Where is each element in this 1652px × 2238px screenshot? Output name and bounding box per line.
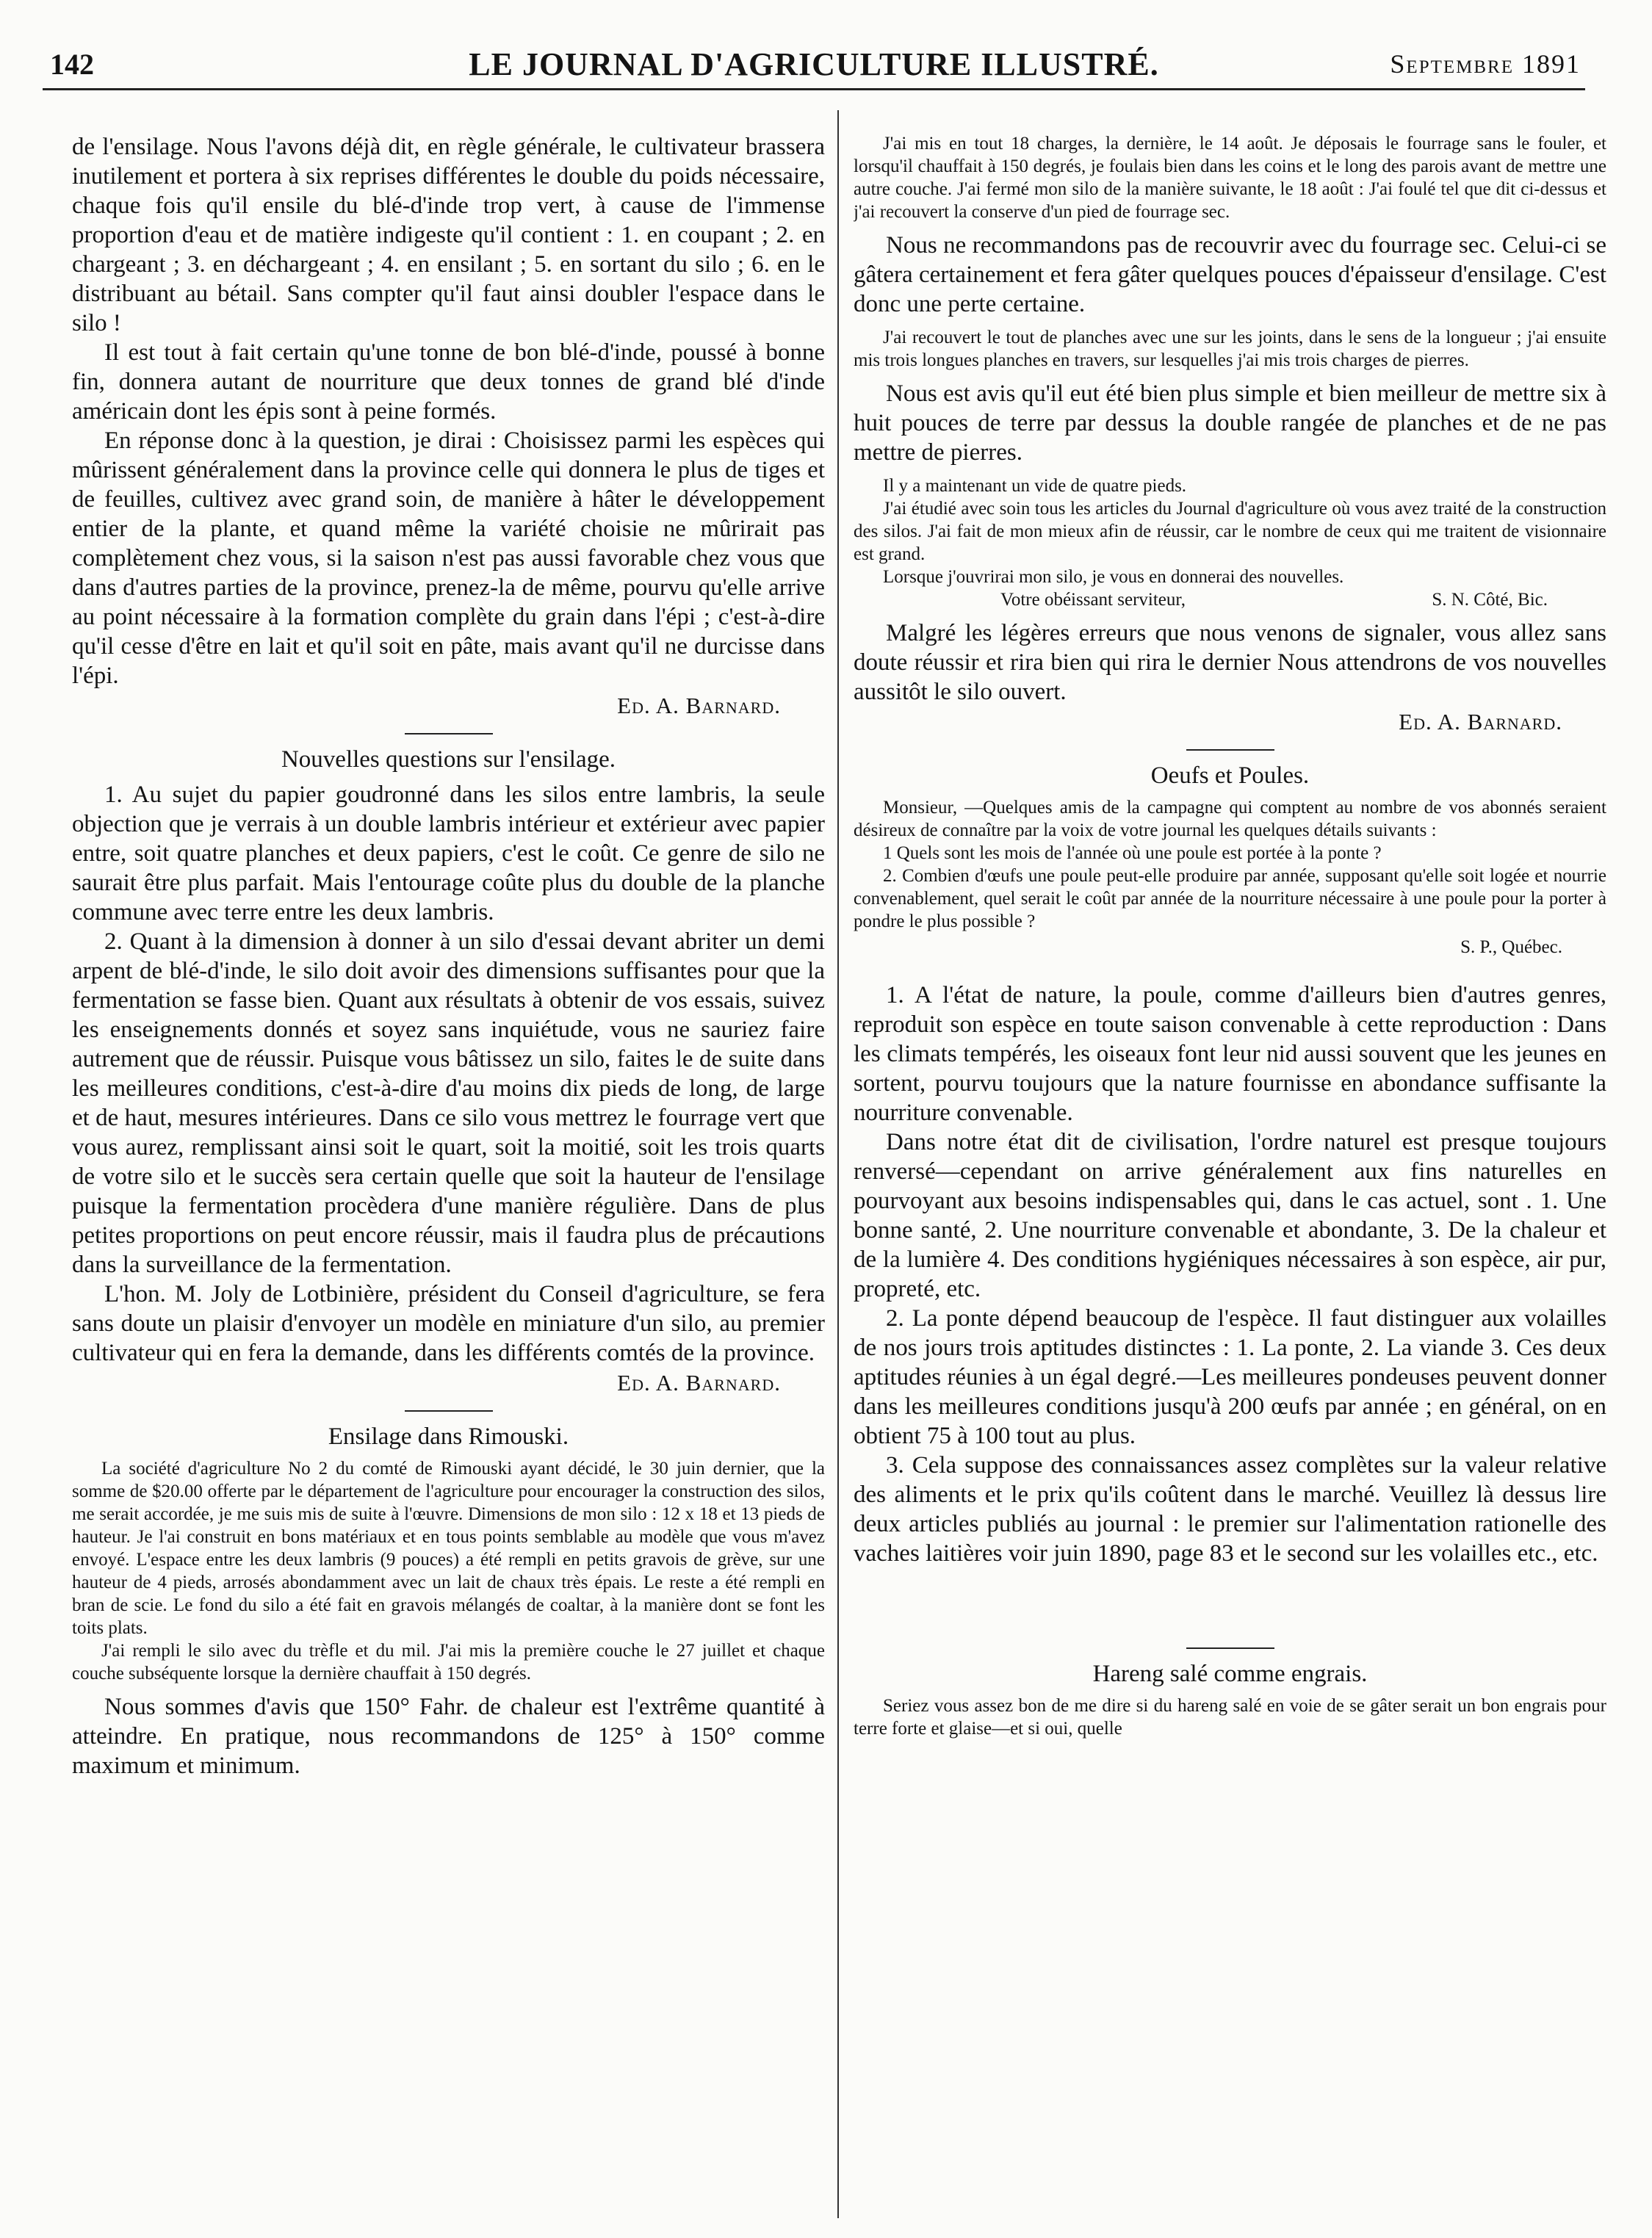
section-separator [405, 733, 493, 734]
signature: Ed. A. Barnard. [617, 1370, 781, 1396]
signature: Ed. A. Barnard. [1399, 709, 1562, 734]
letter-paragraph: J'ai étudié avec soin tous les articles du Journal d'agriculture où vous avez traité de la construction des silos. J'ai fait de mon mieux afin de réussir, car le nombre de ceux qui me traitent de visionnaire est grand. [854, 499, 1606, 564]
paragraph: de l'ensilage. Nous l'avons déjà dit, en règle générale, le cultivateur brassera inutilement et portera à six reprises différentes le double du poids nécessaire, chaque fois qu'il ensile du blé-d'inde trop vert, à cause de l'immense proportion d'eau et de matière indigeste qu'il contient : 1. en coupant ; 2. en chargeant ; 3. en déchargeant ; 4. en ensilant ; 5. en sortant du silo ; 6. en le distribuant au bétail. Sans compter qu'il faut ainsi doubler l'espace dans le silo ! [72, 134, 825, 336]
journal-title: LE JOURNAL D'AGRICULTURE ILLUSTRÉ. [469, 46, 1159, 82]
letter-paragraph: J'ai mis en tout 18 charges, la dernière, le 14 août. Je déposais le fourrage sans le fouler, et lorsqu'il chauffait à 150 degrés, je foulais bien dans les coins et le long des parois avant de mettre une autre couche. J'ai fermé mon silo de la manière suivante, le 18 août : J'ai foulé tel que dit ci-dessus et j'ai recouvert la conserve d'un pied de fourrage sec. [854, 134, 1606, 222]
left-column [72, 132, 825, 2218]
letter-author: S. N. Côté, Bic. [1432, 590, 1548, 610]
letter-paragraph: Il y a maintenant un vide de quatre pieds. [883, 476, 1187, 496]
section-title: Ensilage dans Rimouski. [328, 1423, 569, 1450]
paragraph: 3. Cela suppose des connaissances assez complètes sur la valeur relative des aliments et le prix qu'ils coûtent dans le marché. Veuillez là dessus lire deux articles publiés au journal : le premier sur l'alimentation rationelle des vaches laitières voir juin 1890, page 83 et le second sur les volailles etc., etc. [854, 1452, 1606, 1567]
page-header [43, 44, 1585, 90]
column-divider [837, 110, 839, 2218]
right-column [854, 132, 1606, 2218]
letter-paragraph: 2. Combien d'œufs une poule peut-elle produire par année, supposant qu'elle soit logée et nourrie convenablement, quel serait le coût par année de la nourriture nécessaire à une poule pour la porter à pondre le plus possible ? [854, 866, 1606, 931]
letter-paragraph: J'ai rempli le silo avec du trèfle et du mil. J'ai mis la première couche le 27 juillet et chaque couche subséquente lorsque la dernière chauffait à 150 degrés. [72, 1641, 825, 1683]
letter-paragraph: 1 Quels sont les mois de l'année où une poule est portée à la ponte ? [883, 843, 1382, 863]
section-separator [1186, 749, 1274, 751]
letter-paragraph: Monsieur, —Quelques amis de la campagne qui comptent au nombre de vos abonnés seraient désireux de connaître par la voix de votre journal les quelques détails suivants : [854, 798, 1606, 840]
closing-formula: Votre obéissant serviteur, [1000, 590, 1186, 610]
section-title: Hareng salé comme engrais. [1092, 1661, 1368, 1687]
paragraph: 1. A l'état de nature, la poule, comme d'ailleurs bien d'autres genres, reproduit son espèce en toute saison convenable à cette reproduction : Dans les climats tempérés, les oiseaux font leur nid aussi souvent que les jeunes en sortent, pourvu toujours que la nature fournisse en abondance suffisante la nourriture convenable. [854, 982, 1606, 1126]
section-title: Nouvelles questions sur l'ensilage. [281, 746, 616, 773]
issue-date: Septembre 1891 [1390, 49, 1581, 79]
paragraph: Nous sommes d'avis que 150° Fahr. de chaleur est l'extrême quantité à atteindre. En pratique, nous recommandons de 125° à 150° comme maximum et minimum. [72, 1694, 825, 1779]
paragraph: Malgré les légères erreurs que nous venons de signaler, vous allez sans doute réussir et rira bien qui rira le dernier Nous attendrons de vos nouvelles aussitôt le silo ouvert. [854, 620, 1606, 705]
letter-paragraph: Seriez vous assez bon de me dire si du hareng salé en voie de se gâter serait un bon engrais pour terre forte et glaise—et si oui, quelle [854, 1696, 1606, 1739]
section-title: Oeufs et Poules. [1150, 762, 1310, 789]
page-number: 142 [50, 48, 94, 81]
paragraph: En réponse donc à la question, je dirai : Choisissez parmi les espèces qui mûrissent généralement dans la province celle qui donnera le plus de tiges et de feuilles, cultivez avec grand soin, de manière à hâter le développement entier de la plante, et quand même la variété choisie ne mûrirait pas complètement chez vous, si la saison n'est pas aussi favorable chez vous que dans d'autres parties de la province, prenez-la de même, pourvu qu'elle arrive au point nécessaire à la formation complète du grain dans l'épi ; c'est-à-dire qu'il cesse d'être en lait et qu'il soit en pâte, mais avant qu'il ne durcisse dans l'épi. [72, 427, 825, 689]
section-separator [1186, 1647, 1274, 1649]
letter-author: S. P., Québec. [1460, 937, 1562, 957]
paragraph: L'hon. M. Joly de Lotbinière, président du Conseil d'agriculture, se fera sans doute un plaisir d'envoyer un modèle en miniature d'un silo, au premier cultivateur qui en fera la demande, dans les différents comtés de la province. [72, 1281, 825, 1366]
paragraph: Nous ne recommandons pas de recouvrir avec du fourrage sec. Celui-ci se gâtera certainement et fera gâter quelques pouces d'épaisseur d'ensilage. C'est donc une perte certaine. [854, 232, 1606, 317]
letter-signature [854, 588, 1606, 611]
paragraph: 1. Au sujet du papier goudronné dans les silos entre lambris, la seule objection que je verrais à un double lambris intérieur et extérieur avec papier entre, soit quatre planches et deux papiers, c'est le coût. Ce genre de silo ne saurait être plus parfait. Mais l'entourage coûte plus du double de la planche commune avec terre entre les deux lambris. [72, 782, 825, 925]
letter-paragraph: La société d'agriculture No 2 du comté de Rimouski ayant décidé, le 30 juin dernier, que la somme de $20.00 offerte par le département de l'agriculture pour encourager la construction des silos, me serait accordée, je me suis mis de suite à l'œuvre. Dimensions de mon silo : 12 x 18 et 13 pieds de hauteur. Je l'ai construit en bons matériaux et en tous points semblable au modèle que vous m'avez envoyé. L'espace entre les deux lambris (9 pouces) a été rempli en petits gravois de grève, sur une hauteur de 4 pieds, arrosés abondamment avec un lait de chaux très épais. Le reste a été rempli en bran de scie. Le fond du silo a été fait en gravois mélangés de coaltar, à la manière dont se font les toits plats. [72, 1459, 825, 1638]
signature: Ed. A. Barnard. [617, 693, 781, 718]
letter-paragraph: J'ai recouvert le tout de planches avec une sur les joints, dans le sens de la longueur ; j'ai ensuite mis trois longues planches en travers, sur lesquelles j'ai mis trois charges de pierres. [854, 328, 1606, 370]
section-separator [405, 1410, 493, 1412]
paragraph: Nous est avis qu'il eut été bien plus simple et bien meilleur de mettre six à huit pouces de terre par dessus la double rangée de planches et de ne pas mettre de pierres. [854, 380, 1606, 466]
paragraph: 2. Quant à la dimension à donner à un silo d'essai devant abriter un demi arpent de blé-d'inde, le silo doit avoir des dimensions suffisantes pour que la fermentation se fasse bien. Quant aux résultats à obtenir de vos essais, suivez les enseignements donnés et soyez sans inquiétude, vous ne sauriez faire autrement que de réussir. Puisque vous bâtissez un silo, faites le de suite dans les meilleures conditions, c'est-à-dire d'au moins dix pieds de long, de large et de haut, mesures intérieures. Dans ce silo vous mettrez le fourrage vert que vous aurez, remplissant ainsi soit le quart, soit la moitié, soit les trois quarts de votre silo et le succès sera certain quelle que soit la hauteur de l'ensilage puisque la fermentation procèdera d'une manière régulière. Dans de plus petites proportions on peut encore réussir, mais il faudra plus de précautions dans la surveillance de la fermentation. [72, 928, 825, 1278]
letter-paragraph: Lorsque j'ouvrirai mon silo, je vous en donnerai des nouvelles. [883, 567, 1344, 587]
paragraph: 2. La ponte dépend beaucoup de l'espèce. Il faut distinguer aux volailles de nos jours trois aptitudes distinctes : 1. La ponte, 2. La viande 3. Ces deux aptitudes réunies à un égal degré.—Les meilleures pondeuses peuvent donner dans les meilleures conditions jusqu'à 200 œufs par année ; en général, on en obtient 75 à 100 tout au plus. [854, 1305, 1606, 1449]
paragraph: Il est tout à fait certain qu'une tonne de bon blé-d'inde, poussé à bonne fin, donnera autant de nourriture que deux tonnes de grand blé d'inde américain dont les épis sont à peine formés. [72, 339, 825, 425]
paragraph: Dans notre état dit de civilisation, l'ordre naturel est presque toujours renversé—cependant on arrive généralement aux fins naturelles en pourvoyant aux besoins indispensables qui, dans le cas actuel, sont . 1. Une bonne santé, 2. Une nourriture convenable et abondante, 3. De la chaleur et de la lumière 4. Des conditions hygiéniques nécessaires à son espèce, air pur, propreté, etc. [854, 1129, 1606, 1302]
